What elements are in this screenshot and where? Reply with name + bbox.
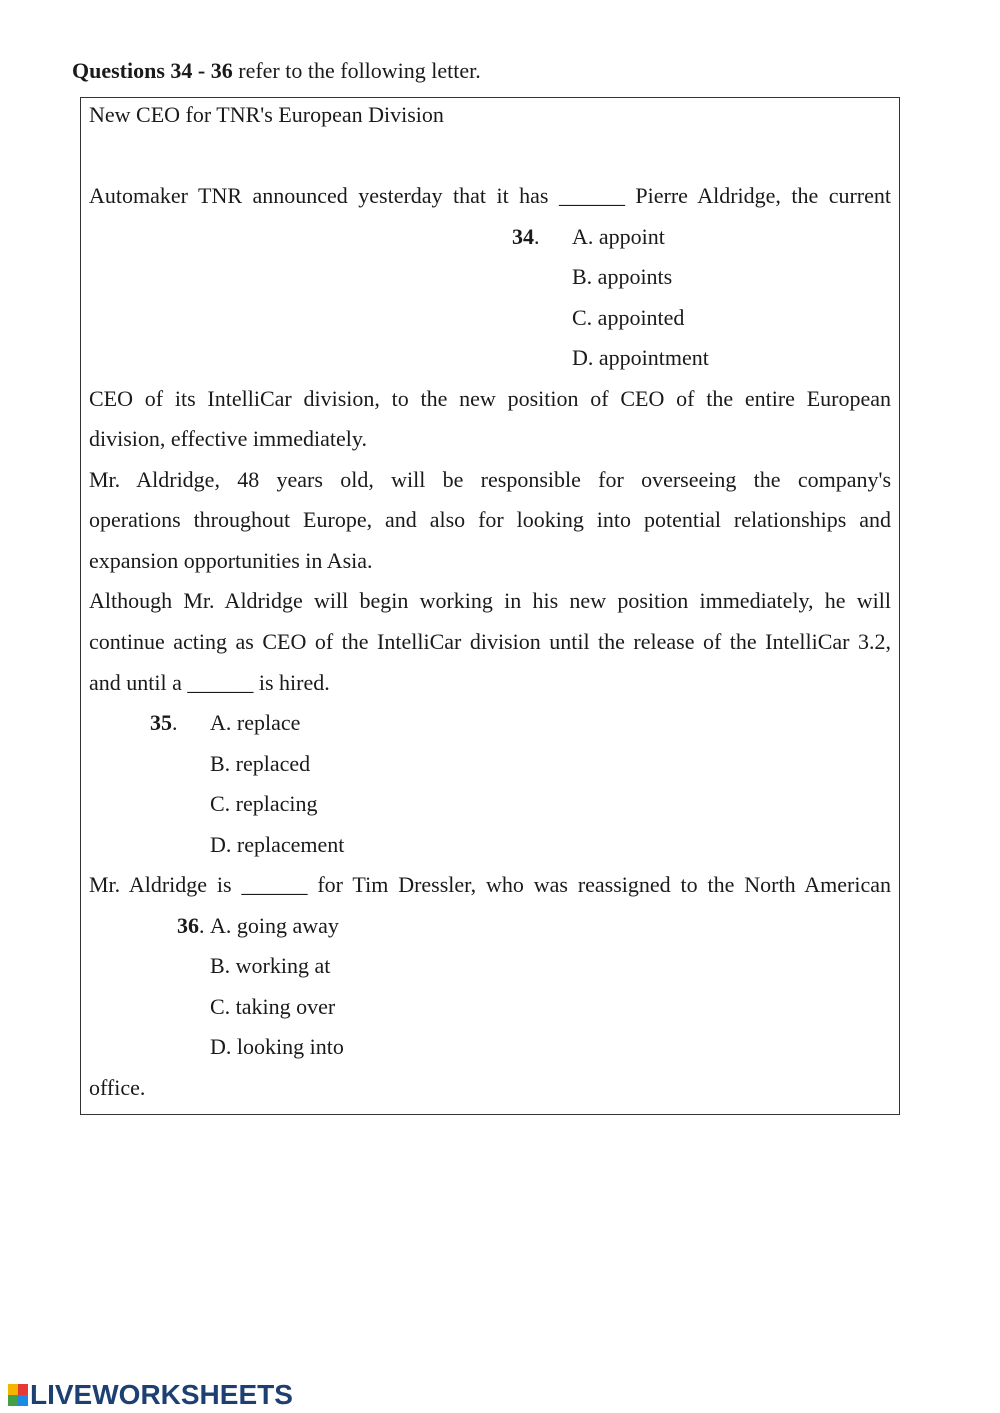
question-35-option-d[interactable]: D. replacement — [210, 832, 345, 857]
logo-square-4 — [18, 1395, 28, 1406]
liveworksheets-logo-text: LIVEWORKSHEETS — [30, 1379, 293, 1410]
question-35-option-c[interactable]: C. replacing — [210, 791, 318, 816]
question-35-option-b[interactable]: B. replaced — [210, 751, 311, 776]
logo-square-2 — [18, 1384, 28, 1395]
paragraph-4-line-2: office. — [89, 1075, 146, 1100]
paragraph-2-line-1: Mr. Aldridge, 48 years old, will be responsible for overseeing the company's — [89, 467, 891, 492]
paragraph-1-line-2: CEO of its IntelliCar division, to the new position of CEO of the entire European — [89, 386, 891, 411]
paragraph-2-line-2: operations throughout Europe, and also for looking into potential relationships and — [89, 507, 891, 532]
question-35-option-a[interactable]: A. replace — [210, 710, 301, 735]
liveworksheets-logo — [8, 1380, 293, 1410]
question-36-option-c[interactable]: C. taking over — [210, 994, 336, 1019]
paragraph-3-line-2: continue acting as CEO of the IntelliCar division until the release of the IntelliCar 3.2, — [89, 629, 891, 654]
question-35-number: 35. — [150, 710, 178, 735]
question-34-number: 34. — [512, 224, 540, 249]
logo-square-1 — [8, 1384, 18, 1395]
question-34-option-a[interactable]: A. appoint — [572, 224, 665, 249]
paragraph-3-line-1: Although Mr. Aldridge will begin working in his new position immediately, he will — [89, 588, 891, 613]
question-36-number: 36. — [177, 913, 205, 938]
paragraph-2-line-3: expansion opportunities in Asia. — [89, 548, 373, 573]
question-34-option-c[interactable]: C. appointed — [572, 305, 685, 330]
paragraph-1-line-1: Automaker TNR announced yesterday that it has ______ Pierre Aldridge, the current — [89, 183, 891, 208]
instructions-text: refer to the following letter. — [232, 58, 481, 83]
paragraph-4-line-1: Mr. Aldridge is ______ for Tim Dressler, who was reassigned to the North American — [89, 872, 891, 897]
logo-square-3 — [8, 1395, 18, 1406]
liveworksheets-logo-icon — [8, 1384, 28, 1406]
paragraph-1-line-3: division, effective immediately. — [89, 426, 367, 451]
paragraph-3-line-3: and until a ______ is hired. — [89, 670, 330, 695]
question-34-option-d[interactable]: D. appointment — [572, 345, 709, 370]
question-36-option-d[interactable]: D. looking into — [210, 1034, 344, 1059]
question-36-option-a[interactable]: A. going away — [210, 913, 339, 938]
letter-title: New CEO for TNR's European Division — [89, 102, 444, 127]
question-36-option-b[interactable]: B. working at — [210, 953, 331, 978]
question-range: Questions 34 - 36 — [72, 58, 233, 83]
question-34-option-b[interactable]: B. appoints — [572, 264, 673, 289]
instructions — [72, 57, 481, 85]
letter-box — [80, 97, 900, 1115]
